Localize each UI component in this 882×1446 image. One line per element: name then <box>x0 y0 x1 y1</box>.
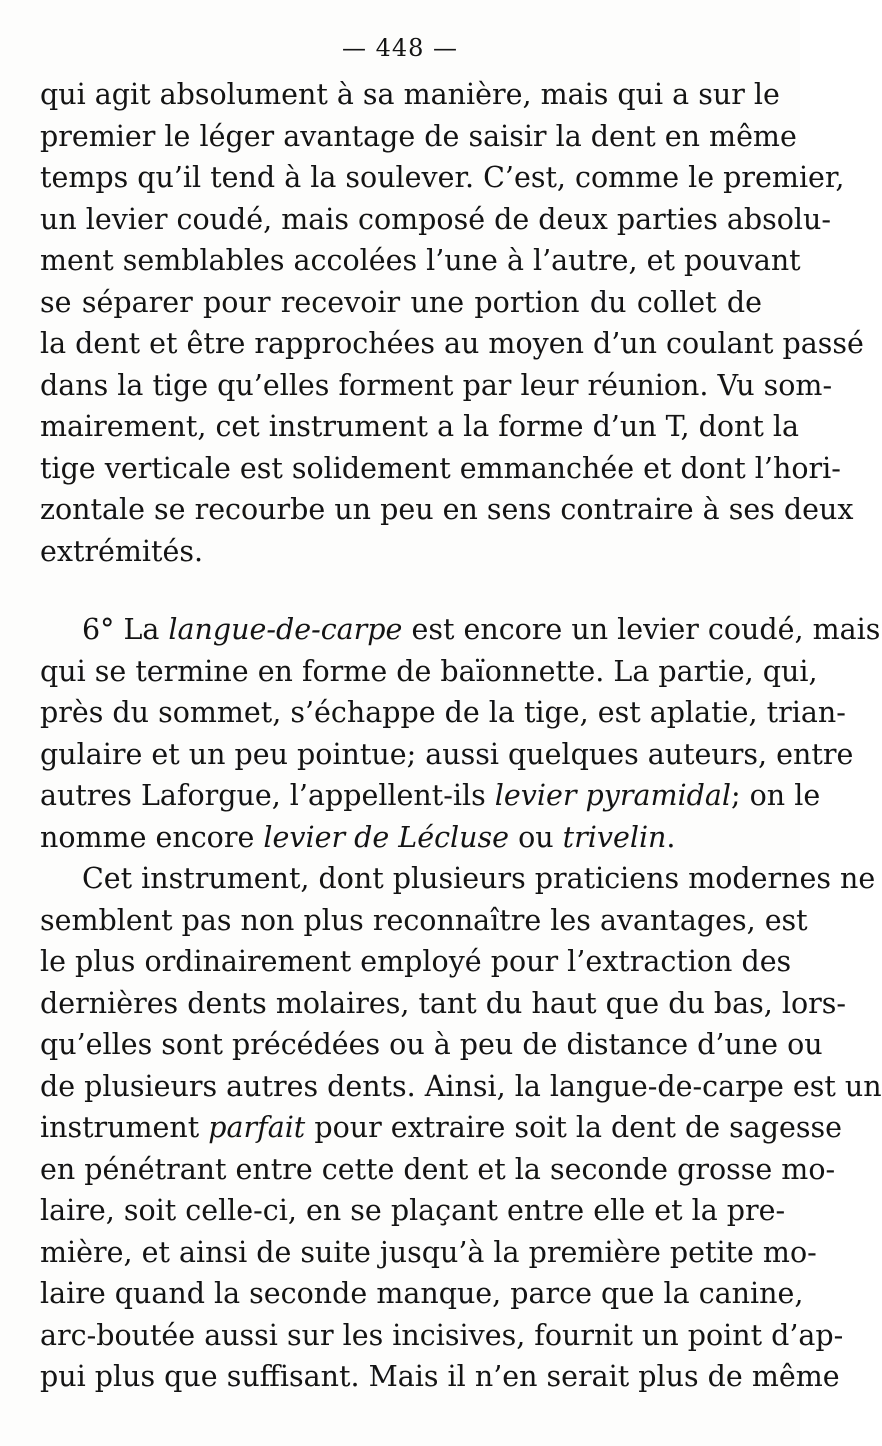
page-number: — 448 — <box>341 34 459 62</box>
text-segment: nomme encore <box>40 820 264 854</box>
text-segment: en pénétrant entre cette dent et la seconde grosse mo- <box>40 1152 836 1186</box>
text-segment: le plus ordinairement employé pour l’extraction des <box>40 945 792 978</box>
text-line <box>40 1273 804 1315</box>
text-segment: pui plus que suffisant. Mais il n’en serait plus de même <box>40 1360 840 1393</box>
text-segment: autres Laforgue, l’appellent-ils <box>40 779 495 812</box>
text-line <box>40 1107 843 1149</box>
text-line <box>40 406 799 448</box>
text-segment: un levier coudé, mais composé de deux parties absolu- <box>40 202 832 236</box>
text-line <box>40 1024 823 1066</box>
text-line <box>40 651 818 693</box>
text-line <box>40 448 841 490</box>
text-segment: se séparer pour recevoir une portion du collet de <box>40 285 762 319</box>
text-segment: ment semblables accolées l’une à l’autre, et pouvant <box>40 244 801 277</box>
text-segment: . <box>666 820 676 854</box>
text-line <box>40 74 780 116</box>
text-segment: qui se termine en forme de baïonnette. La partie, qui, <box>40 654 818 688</box>
text-segment: qui agit absolument à sa manière, mais qui a sur le <box>40 78 780 111</box>
paragraph <box>40 74 864 572</box>
text-segment: mairement, cet instrument a la forme d’un T, dont la <box>40 410 799 443</box>
text-line <box>40 692 846 734</box>
text-segment: pour extraire soit la dent de sagesse <box>305 1111 843 1144</box>
text-line <box>40 282 762 324</box>
text-segment: laire, soit celle-ci, en se plaçant entre elle et la pre- <box>40 1194 786 1227</box>
text-line <box>40 983 846 1025</box>
text-segment: près du sommet, s’échappe de la tige, est aplatie, trian- <box>40 696 846 729</box>
text-line <box>40 323 864 365</box>
text-line <box>40 1356 840 1398</box>
italic-term: trivelin <box>562 820 667 854</box>
text-line <box>40 531 762 573</box>
text-line <box>40 116 797 158</box>
text-line <box>40 609 881 651</box>
text-segment: ; on le <box>730 779 821 812</box>
text-line <box>40 817 762 859</box>
text-line <box>40 1315 844 1357</box>
text-line <box>40 1149 836 1191</box>
text-segment: instrument <box>40 1111 209 1144</box>
text-segment: la dent et être rapprochées au moyen d’un coulant passé <box>40 327 864 360</box>
text-segment: semblent pas non plus reconnaître les avantages, est <box>40 903 808 937</box>
text-line <box>40 199 832 241</box>
text-line <box>40 900 808 942</box>
italic-term: langue-de-carpe <box>168 613 403 646</box>
text-line <box>40 858 876 900</box>
text-segment: 6° La <box>82 613 169 646</box>
text-line <box>40 365 833 407</box>
text-segment: gulaire et un peu pointue; aussi quelques auteurs, entre <box>40 737 854 771</box>
text-segment: premier le léger avantage de saisir la dent en même <box>40 119 797 153</box>
text-segment: dans la tige qu’elles forment par leur réunion. Vu som- <box>40 368 833 402</box>
text-segment: laire quand la seconde manque, parce que la canine, <box>40 1277 804 1310</box>
italic-term: levier pyramidal <box>494 779 731 812</box>
paragraph-gap <box>40 572 762 609</box>
text-line <box>40 157 845 199</box>
text-line <box>40 1190 786 1232</box>
italic-term: levier de Lécluse <box>263 820 510 854</box>
text-segment: mière, et ainsi de suite jusqu’à la première petite mo- <box>40 1235 817 1269</box>
paragraph <box>40 858 882 1398</box>
text-segment: Cet instrument, dont plusieurs praticiens modernes ne <box>82 862 876 895</box>
text-segment: dernières dents molaires, tant du haut que du bas, lors- <box>40 986 846 1020</box>
text-segment: arc-boutée aussi sur les incisives, fournit un point d’ap- <box>40 1318 844 1352</box>
text-segment: de plusieurs autres dents. Ainsi, la langue-de-carpe est un <box>40 1069 882 1103</box>
text-line <box>40 489 854 531</box>
text-line <box>40 1232 817 1274</box>
text-segment: ou <box>509 820 563 854</box>
paragraph <box>40 609 881 858</box>
text-line <box>40 240 801 282</box>
text-segment: extrémités. <box>40 534 204 568</box>
text-line <box>40 941 792 983</box>
text-line <box>40 734 854 776</box>
text-segment: temps qu’il tend à la soulever. C’est, comme le premier, <box>40 161 845 194</box>
body-text <box>40 74 882 1398</box>
text-line <box>40 1066 882 1108</box>
text-segment: est encore un levier coudé, mais <box>402 613 881 646</box>
italic-term: parfait <box>208 1111 306 1144</box>
text-segment: zontale se recourbe un peu en sens contraire à ses deux <box>40 493 854 526</box>
text-segment: tige verticale est solidement emmanchée et dont l’hori- <box>40 451 841 485</box>
text-segment: qu’elles sont précédées ou à peu de distance d’une ou <box>40 1028 823 1061</box>
text-line <box>40 775 821 817</box>
